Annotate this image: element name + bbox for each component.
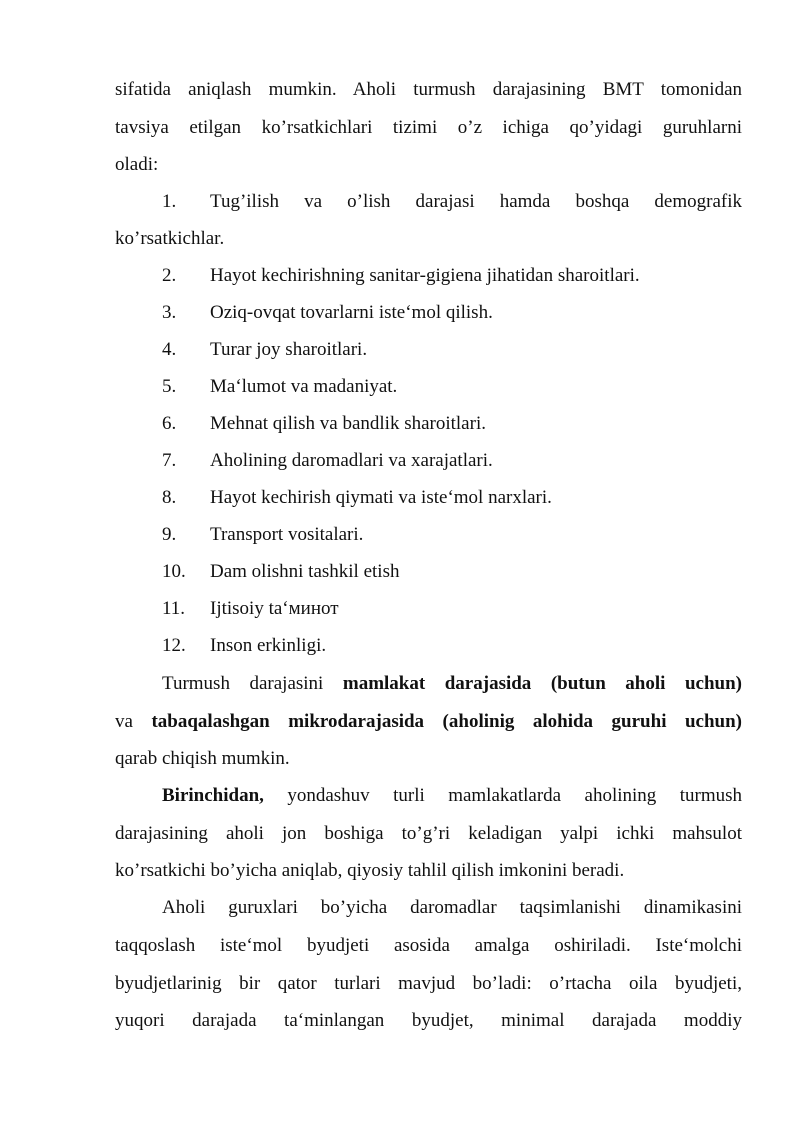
list-item-number: 2.	[162, 265, 177, 286]
list-item-text: Ijtisoiy ta‘минот	[210, 598, 339, 619]
list-item-number: 1.	[162, 191, 177, 212]
paragraph-line: darajasining aholi jon boshiga to’g’ri keladigan yalpi ichki mahsulot	[115, 823, 742, 844]
paragraph-line: Aholi guruxlari bo’yicha daromadlar taqsimlanishi dinamikasini	[162, 897, 742, 918]
list-item-number: 8.	[162, 487, 177, 508]
list-item-text: Turar joy sharoitlari.	[210, 339, 368, 360]
paragraph-line: ko’rsatkichi bo’yicha aniqlab, qiyosiy tahlil qilish imkonini beradi.	[115, 860, 625, 881]
paragraph-line: taqqoslash iste‘mol byudjeti asosida amalga oshiriladi. Iste‘molchi	[115, 935, 742, 956]
list-item-number: 10.	[162, 561, 186, 582]
bold-text-run: Birinchidan,	[162, 785, 264, 806]
list-item-text: Hayot kechirish qiymati va iste‘mol narxlari.	[210, 487, 552, 508]
list-item-continuation: ko’rsatkichlar.	[115, 228, 225, 249]
bold-text-run: tabaqalashgan mikrodarajasida (aholinig alohida guruhi uchun)	[151, 711, 743, 732]
list-item-number: 11.	[162, 598, 186, 619]
text-run: Turmush darajasini	[162, 673, 343, 694]
intro-line-1: sifatida aniqlash mumkin. Aholi turmush darajasining BMT tomonidan	[115, 79, 742, 100]
text-run: va	[115, 711, 152, 732]
paragraph-line: qarab chiqish mumkin.	[115, 748, 290, 769]
list-item-number: 12.	[162, 635, 186, 656]
list-item-text: Aholining daromadlari va xarajatlari.	[210, 450, 493, 471]
intro-line-3: oladi:	[115, 154, 159, 175]
text-run: yondashuv turli mamlakatlarda aholining turmush	[263, 785, 742, 806]
list-item-text: Transport vositalari.	[210, 524, 364, 545]
intro-line-2: tavsiya etilgan ko’rsatkichlari tizimi o’z ichiga qo’yidagi guruhlarni	[115, 117, 742, 138]
paragraph-line	[162, 784, 742, 808]
list-item-number: 9.	[162, 524, 177, 545]
list-item-number: 4.	[162, 339, 177, 360]
list-item-text: Inson erkinligi.	[210, 635, 327, 656]
list-item-number: 3.	[162, 302, 177, 323]
list-item-number: 6.	[162, 413, 177, 434]
list-item-text: Tug’ilish va o’lish darajasi hamda boshqa demografik	[210, 191, 742, 212]
bold-text-run: mamlakat darajasida (butun aholi uchun)	[342, 673, 742, 694]
list-item-text: Ma‘lumot va madaniyat.	[210, 376, 398, 397]
list-item-text: Oziq-ovqat tovarlarni iste‘mol qilish.	[210, 302, 493, 323]
list-item-number: 7.	[162, 450, 177, 471]
list-item-text: Mehnat qilish va bandlik sharoitlari.	[210, 413, 486, 434]
paragraph-line: byudjetlarinig bir qator turlari mavjud bo’ladi: o’rtacha oila byudjeti,	[115, 973, 742, 994]
paragraph-line	[162, 672, 742, 696]
paragraph-line	[115, 710, 742, 734]
paragraph-line: yuqori darajada ta‘minlangan byudjet, minimal darajada moddiy	[115, 1010, 742, 1031]
list-item-text: Hayot kechirishning sanitar-gigiena jihatidan sharoitlari.	[210, 265, 640, 286]
list-item-text: Dam olishni tashkil etish	[210, 561, 400, 582]
list-item-number: 5.	[162, 376, 177, 397]
